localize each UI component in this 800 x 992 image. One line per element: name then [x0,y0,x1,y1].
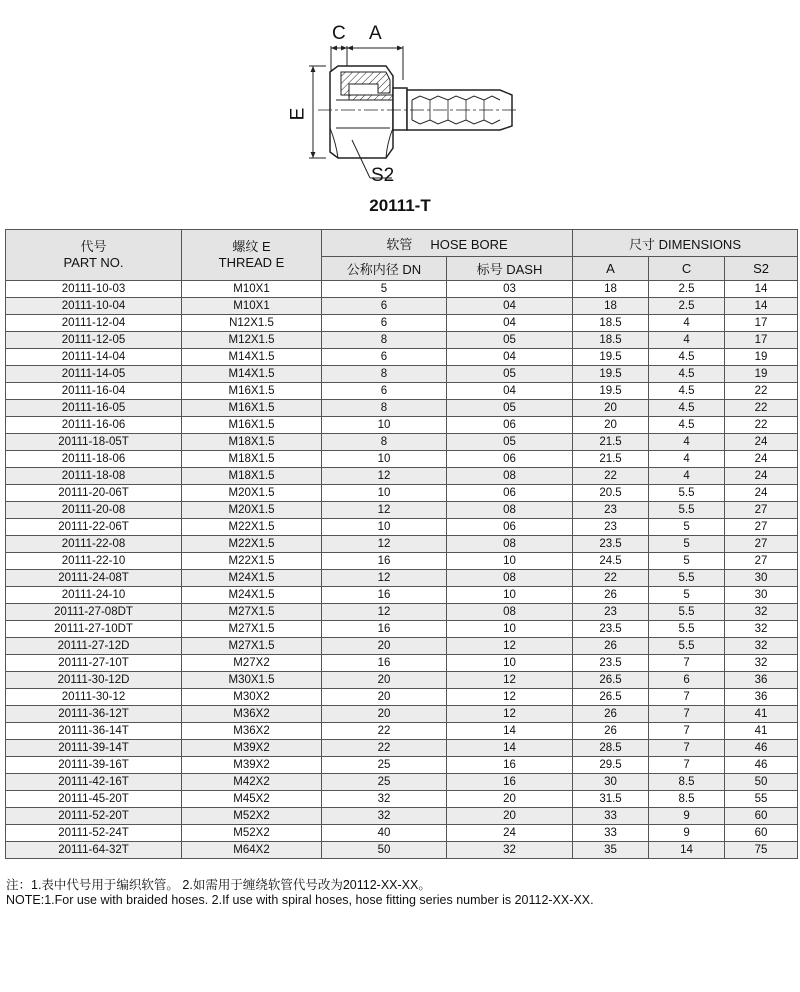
part-no-cell: 20111-24-10 [6,587,182,604]
dash-cell: 10 [447,621,573,638]
dn-cell: 12 [322,468,447,485]
dn-cell: 25 [322,774,447,791]
table-row [6,706,798,723]
dimension-c-label: C [332,23,346,44]
thread-cell: M36X2 [182,706,322,723]
hose-bore-header: 软管 HOSE BORE [322,230,573,257]
dim-c-cell: 9 [649,825,725,842]
dn-cell: 6 [322,349,447,366]
part-no-cell: 20111-14-04 [6,349,182,366]
dash-cell: 06 [447,417,573,434]
thread-cell: M14X1.5 [182,366,322,383]
dim-c-cell: 5 [649,553,725,570]
dim-c-header: C [649,257,725,281]
table-row [6,315,798,332]
dn-cell: 8 [322,332,447,349]
dimension-s2-label: S2 [371,165,395,186]
thread-cell: M30X1.5 [182,672,322,689]
dim-a-cell: 23.5 [573,536,649,553]
dash-cell: 06 [447,519,573,536]
dn-cell: 16 [322,587,447,604]
table-row [6,655,798,672]
part-no-cell: 20111-36-14T [6,723,182,740]
dash-cell: 24 [447,825,573,842]
dn-cell: 8 [322,434,447,451]
dim-c-cell: 2.5 [649,298,725,315]
thread-cell: M52X2 [182,825,322,842]
dim-a-cell: 33 [573,808,649,825]
dim-a-cell: 19.5 [573,349,649,366]
dash-cell: 06 [447,485,573,502]
dimension-a-label: A [369,23,382,44]
dim-a-cell: 23 [573,502,649,519]
table-row [6,298,798,315]
dash-cell: 14 [447,723,573,740]
table-row [6,434,798,451]
dash-cell: 10 [447,587,573,604]
dim-c-cell: 4 [649,434,725,451]
dim-a-cell: 35 [573,842,649,859]
dim-s2-cell: 27 [725,502,798,519]
part-no-cell: 20111-27-12D [6,638,182,655]
dn-cell: 25 [322,757,447,774]
dn-cell: 10 [322,485,447,502]
table-row [6,468,798,485]
dim-a-cell: 31.5 [573,791,649,808]
dim-s2-cell: 27 [725,519,798,536]
dash-cell: 12 [447,706,573,723]
note-english: NOTE:1.For use with braided hoses. 2.If use with spiral hoses, hose fitting series number is 20112-XX-XX. [6,893,594,907]
dim-s2-cell: 24 [725,451,798,468]
dim-a-cell: 26.5 [573,689,649,706]
dn-cell: 6 [322,315,447,332]
dim-s2-cell: 46 [725,757,798,774]
part-no-cell: 20111-16-06 [6,417,182,434]
thread-cell: M27X1.5 [182,621,322,638]
table-row [6,757,798,774]
dim-a-cell: 26 [573,638,649,655]
dash-cell: 04 [447,383,573,400]
table-row [6,604,798,621]
dim-s2-cell: 36 [725,672,798,689]
dim-s2-cell: 24 [725,434,798,451]
dash-cell: 08 [447,536,573,553]
dim-c-cell: 7 [649,706,725,723]
part-no-header-cn: 代号 [80,239,107,254]
part-no-cell: 20111-36-12T [6,706,182,723]
dn-cell: 10 [322,417,447,434]
table-row [6,621,798,638]
dash-header: 标号 DASH [447,257,573,281]
dim-a-cell: 23 [573,604,649,621]
dim-c-cell: 7 [649,723,725,740]
dn-cell: 40 [322,825,447,842]
dim-s2-cell: 19 [725,366,798,383]
part-no-cell: 20111-22-06T [6,519,182,536]
dim-a-cell: 18 [573,298,649,315]
dim-c-cell: 4.5 [649,383,725,400]
table-row [6,808,798,825]
dim-s2-cell: 32 [725,638,798,655]
dn-cell: 20 [322,638,447,655]
part-no-cell: 20111-16-04 [6,383,182,400]
dim-s2-cell: 30 [725,587,798,604]
dim-c-cell: 8.5 [649,791,725,808]
thread-cell: M14X1.5 [182,349,322,366]
dn-cell: 20 [322,689,447,706]
part-no-cell: 20111-22-08 [6,536,182,553]
dim-a-cell: 26.5 [573,672,649,689]
dash-cell: 03 [447,281,573,298]
thread-cell: M52X2 [182,808,322,825]
dim-a-cell: 22 [573,570,649,587]
table-row [6,417,798,434]
dim-c-cell: 5.5 [649,621,725,638]
thread-cell: M18X1.5 [182,468,322,485]
thread-cell: M18X1.5 [182,434,322,451]
dim-c-cell: 5.5 [649,502,725,519]
dim-c-cell: 5 [649,587,725,604]
dim-a-cell: 26 [573,723,649,740]
part-no-cell: 20111-45-20T [6,791,182,808]
dim-s2-cell: 19 [725,349,798,366]
dim-c-cell: 7 [649,689,725,706]
thread-cell: M27X1.5 [182,638,322,655]
dim-a-cell: 26 [573,587,649,604]
dim-a-cell: 24.5 [573,553,649,570]
dn-cell: 10 [322,519,447,536]
dn-cell: 16 [322,621,447,638]
dim-c-cell: 5 [649,536,725,553]
part-no-cell: 20111-42-16T [6,774,182,791]
dimension-e-label: E [287,107,309,121]
dn-cell: 16 [322,553,447,570]
dash-cell: 04 [447,349,573,366]
thread-cell: M24X1.5 [182,587,322,604]
dim-s2-cell: 30 [725,570,798,587]
dim-a-cell: 20 [573,400,649,417]
part-no-cell: 20111-18-06 [6,451,182,468]
dim-c-cell: 5.5 [649,485,725,502]
part-no-cell: 20111-14-05 [6,366,182,383]
thread-cell: M42X2 [182,774,322,791]
dn-cell: 32 [322,808,447,825]
part-no-cell: 20111-22-10 [6,553,182,570]
thread-header-cn: 螺纹 E [232,239,271,254]
table-row [6,791,798,808]
thread-cell: M36X2 [182,723,322,740]
dim-s2-cell: 22 [725,400,798,417]
table-body [6,281,798,859]
thread-cell: M45X2 [182,791,322,808]
thread-cell: M20X1.5 [182,502,322,519]
dim-c-cell: 4 [649,468,725,485]
thread-cell: M16X1.5 [182,383,322,400]
dash-cell: 12 [447,672,573,689]
dn-cell: 50 [322,842,447,859]
table-row [6,536,798,553]
dim-a-cell: 19.5 [573,383,649,400]
dim-s2-cell: 41 [725,706,798,723]
part-no-cell: 20111-10-04 [6,298,182,315]
table-row [6,723,798,740]
dim-c-cell: 5.5 [649,604,725,621]
part-no-cell: 20111-52-24T [6,825,182,842]
table-row [6,638,798,655]
thread-cell: M16X1.5 [182,400,322,417]
dn-cell: 6 [322,383,447,400]
thread-header-en: THREAD E [218,255,285,270]
dim-s2-cell: 36 [725,689,798,706]
table-row [6,349,798,366]
dn-cell: 12 [322,604,447,621]
dim-a-cell: 23.5 [573,621,649,638]
dim-a-cell: 23 [573,519,649,536]
dim-a-cell: 28.5 [573,740,649,757]
dim-a-cell: 18.5 [573,315,649,332]
dim-s2-cell: 22 [725,417,798,434]
dim-s2-cell: 27 [725,553,798,570]
part-no-cell: 20111-30-12D [6,672,182,689]
dn-cell: 12 [322,536,447,553]
dim-s2-cell: 24 [725,485,798,502]
dim-c-cell: 8.5 [649,774,725,791]
table-row [6,672,798,689]
dim-s2-cell: 32 [725,655,798,672]
thread-cell: M64X2 [182,842,322,859]
dim-s2-cell: 75 [725,842,798,859]
dim-c-cell: 4 [649,315,725,332]
thread-cell: M12X1.5 [182,332,322,349]
table-row [6,553,798,570]
dn-cell: 5 [322,281,447,298]
dash-cell: 12 [447,689,573,706]
table-row [6,519,798,536]
dash-cell: 08 [447,604,573,621]
part-no-cell: 20111-30-12 [6,689,182,706]
table-row [6,332,798,349]
dim-c-cell: 7 [649,740,725,757]
dim-c-cell: 4.5 [649,366,725,383]
thread-cell: M16X1.5 [182,417,322,434]
dim-s2-cell: 22 [725,383,798,400]
dim-a-cell: 18 [573,281,649,298]
dash-cell: 06 [447,451,573,468]
part-no-cell: 20111-52-20T [6,808,182,825]
part-no-cell: 20111-12-04 [6,315,182,332]
thread-cell: M22X1.5 [182,519,322,536]
dash-cell: 14 [447,740,573,757]
table-row [6,366,798,383]
dim-s2-cell: 24 [725,468,798,485]
dim-c-cell: 9 [649,808,725,825]
dn-cell: 22 [322,723,447,740]
table-row [6,774,798,791]
thread-cell: M22X1.5 [182,553,322,570]
dim-a-cell: 23.5 [573,655,649,672]
dn-cell: 16 [322,655,447,672]
dim-a-cell: 21.5 [573,434,649,451]
note-chinese: 注：1.表中代号用于编织软管。 2.如需用于缠绕软管代号改为20112-XX-XX。 [6,878,431,892]
thread-cell: M27X1.5 [182,604,322,621]
table-row [6,587,798,604]
dim-s2-header: S2 [725,257,798,281]
dim-s2-cell: 55 [725,791,798,808]
dim-c-cell: 5.5 [649,570,725,587]
table-row [6,485,798,502]
dash-cell: 20 [447,791,573,808]
table-row [6,383,798,400]
dim-a-cell: 20.5 [573,485,649,502]
part-no-cell: 20111-39-16T [6,757,182,774]
dn-cell: 6 [322,298,447,315]
dn-cell: 10 [322,451,447,468]
dim-c-cell: 4.5 [649,400,725,417]
dash-cell: 20 [447,808,573,825]
dim-s2-cell: 27 [725,536,798,553]
part-no-cell: 20111-64-32T [6,842,182,859]
dn-header: 公称内径 DN [322,257,447,281]
fitting-drawing [0,0,800,225]
table-row [6,570,798,587]
part-no-header-en: PART NO. [63,255,124,270]
part-no-cell: 20111-18-08 [6,468,182,485]
dim-c-cell: 2.5 [649,281,725,298]
part-no-cell: 20111-27-10T [6,655,182,672]
table-row [6,740,798,757]
part-no-cell: 20111-27-10DT [6,621,182,638]
dash-cell: 08 [447,570,573,587]
dim-a-header: A [573,257,649,281]
table-row [6,400,798,417]
dn-cell: 20 [322,672,447,689]
table-row [6,502,798,519]
spec-table [5,229,798,859]
dash-cell: 08 [447,468,573,485]
dim-s2-cell: 17 [725,315,798,332]
dim-a-cell: 30 [573,774,649,791]
thread-cell: N12X1.5 [182,315,322,332]
dim-s2-cell: 14 [725,281,798,298]
part-no-header [6,230,182,281]
dn-cell: 20 [322,706,447,723]
thread-cell: M22X1.5 [182,536,322,553]
thread-cell: M30X2 [182,689,322,706]
dim-c-cell: 6 [649,672,725,689]
dim-s2-cell: 50 [725,774,798,791]
thread-cell: M39X2 [182,740,322,757]
part-no-cell: 20111-20-06T [6,485,182,502]
thread-cell: M39X2 [182,757,322,774]
thread-cell: M10X1 [182,298,322,315]
dim-a-cell: 18.5 [573,332,649,349]
dim-c-cell: 4 [649,451,725,468]
dash-cell: 05 [447,366,573,383]
part-no-cell: 20111-20-08 [6,502,182,519]
dim-s2-cell: 32 [725,604,798,621]
part-no-cell: 20111-39-14T [6,740,182,757]
part-no-cell: 20111-24-08T [6,570,182,587]
thread-header [182,230,322,281]
dim-a-cell: 19.5 [573,366,649,383]
dim-s2-cell: 60 [725,808,798,825]
dim-a-cell: 21.5 [573,451,649,468]
dash-cell: 04 [447,315,573,332]
dim-a-cell: 22 [573,468,649,485]
dim-a-cell: 33 [573,825,649,842]
dim-a-cell: 20 [573,417,649,434]
dn-cell: 12 [322,570,447,587]
dash-cell: 10 [447,553,573,570]
table-row [6,689,798,706]
dash-cell: 16 [447,757,573,774]
dn-cell: 32 [322,791,447,808]
dim-a-cell: 29.5 [573,757,649,774]
dimensions-header: 尺寸 DIMENSIONS [573,230,798,257]
thread-cell: M10X1 [182,281,322,298]
dim-c-cell: 4.5 [649,417,725,434]
thread-cell: M24X1.5 [182,570,322,587]
fitting-diagram [0,0,800,225]
dash-cell: 05 [447,400,573,417]
dim-s2-cell: 60 [725,825,798,842]
dash-cell: 05 [447,434,573,451]
dash-cell: 08 [447,502,573,519]
table-header [6,230,798,281]
dim-c-cell: 14 [649,842,725,859]
dim-c-cell: 4.5 [649,349,725,366]
dash-cell: 16 [447,774,573,791]
dim-c-cell: 5 [649,519,725,536]
part-no-cell: 20111-18-05T [6,434,182,451]
dim-c-cell: 7 [649,655,725,672]
dash-cell: 32 [447,842,573,859]
part-no-cell: 20111-10-03 [6,281,182,298]
table-row [6,825,798,842]
dim-c-cell: 7 [649,757,725,774]
dash-cell: 10 [447,655,573,672]
dim-s2-cell: 46 [725,740,798,757]
dim-c-cell: 4 [649,332,725,349]
dash-cell: 04 [447,298,573,315]
part-no-cell: 20111-27-08DT [6,604,182,621]
part-no-cell: 20111-16-05 [6,400,182,417]
dim-c-cell: 5.5 [649,638,725,655]
dn-cell: 8 [322,400,447,417]
dash-cell: 05 [447,332,573,349]
dn-cell: 12 [322,502,447,519]
table-row [6,451,798,468]
dim-s2-cell: 14 [725,298,798,315]
dn-cell: 8 [322,366,447,383]
dim-s2-cell: 41 [725,723,798,740]
dn-cell: 22 [322,740,447,757]
table-row [6,842,798,859]
part-no-cell: 20111-12-05 [6,332,182,349]
dash-cell: 12 [447,638,573,655]
model-title: 20111-T [369,196,431,215]
thread-cell: M27X2 [182,655,322,672]
thread-cell: M18X1.5 [182,451,322,468]
thread-cell: M20X1.5 [182,485,322,502]
dim-s2-cell: 17 [725,332,798,349]
dim-s2-cell: 32 [725,621,798,638]
table-row [6,281,798,298]
dim-a-cell: 26 [573,706,649,723]
